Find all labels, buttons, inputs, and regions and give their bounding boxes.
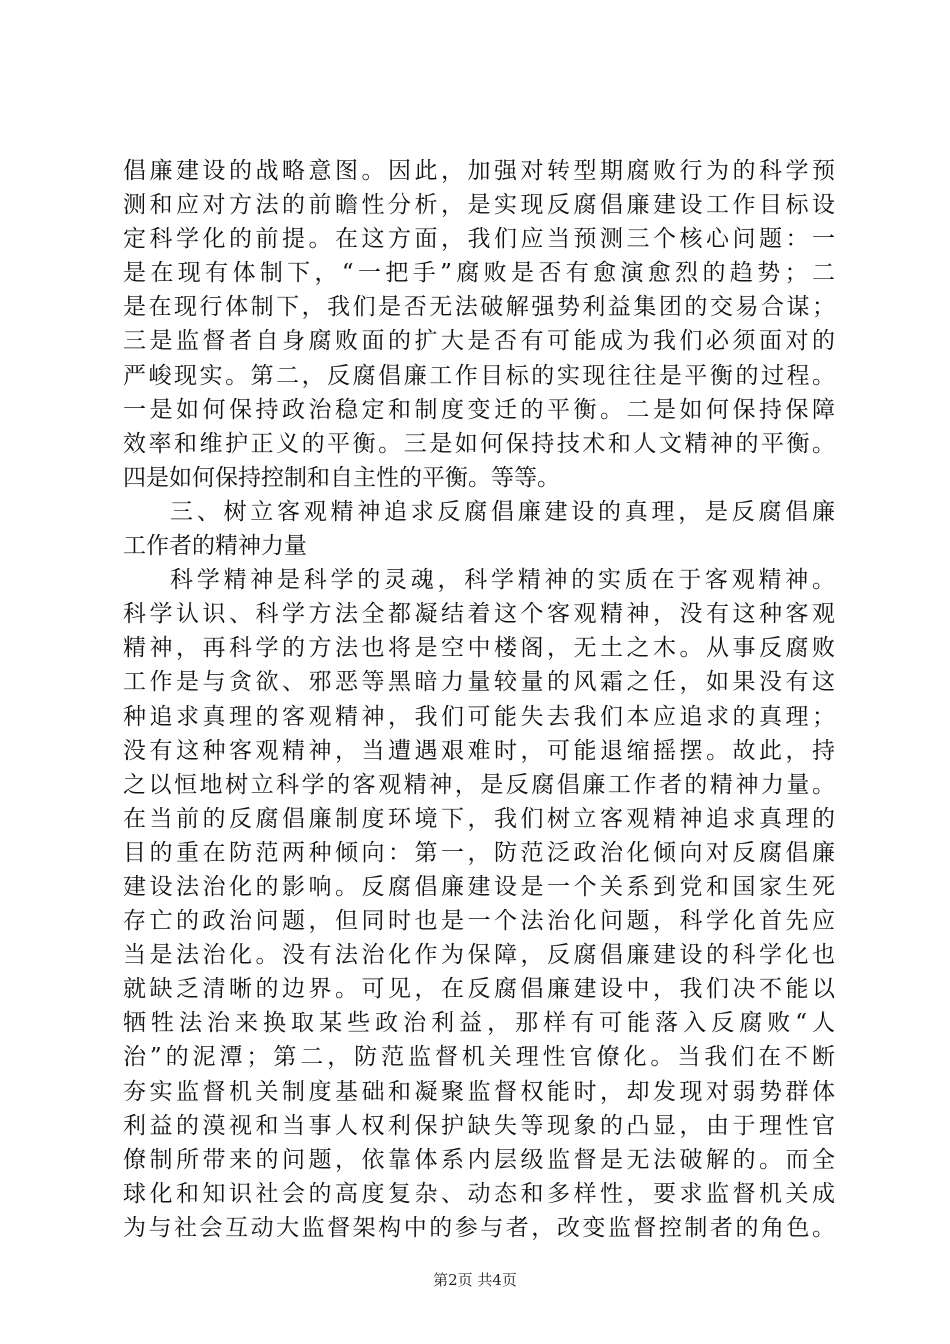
- text-line: 僚制所带来的问题，依靠体系内层级监督是无法破解的。而全: [123, 1146, 835, 1173]
- text-line: 工作者的精神力量: [123, 533, 307, 560]
- text-line: 当是法治化。没有法治化作为保障，反腐倡廉建设的科学化也: [123, 942, 835, 969]
- text-line: 球化和知识社会的高度复杂、动态和多样性，要求监督机关成: [123, 1180, 835, 1207]
- text-line: 效率和维护正义的平衡。三是如何保持技术和人文精神的平衡。: [123, 430, 835, 457]
- text-line: 是在现行体制下，我们是否无法破解强势利益集团的交易合谋；: [123, 294, 835, 321]
- text-line: 定科学化的前提。在这方面，我们应当预测三个核心问题：一: [123, 226, 835, 253]
- text-line: 没有这种客观精神，当遭遇艰难时，可能退缩摇摆。故此，持: [123, 737, 835, 764]
- text-line: 目的重在防范两种倾向：第一，防范泛政治化倾向对反腐倡廉: [123, 839, 835, 866]
- text-line: 一是如何保持政治稳定和制度变迁的平衡。二是如何保持保障: [123, 396, 835, 423]
- text-line: 为与社会互动大监督架构中的参与者，改变监督控制者的角色。: [123, 1214, 835, 1241]
- text-line: 工作是与贪欲、邪恶等黑暗力量较量的风霜之任，如果没有这: [123, 669, 835, 696]
- text-line: 存亡的政治问题，但同时也是一个法治化问题，科学化首先应: [123, 908, 835, 935]
- text-line: 科学精神是科学的灵魂，科学精神的实质在于客观精神。: [170, 567, 835, 594]
- text-line: 是在现有体制下，“一把手”腐败是否有愈演愈烈的趋势；二: [123, 260, 835, 287]
- text-line: 之以恒地树立科学的客观精神，是反腐倡廉工作者的精神力量。: [123, 771, 835, 798]
- text-line: 倡廉建设的战略意图。因此，加强对转型期腐败行为的科学预: [123, 158, 835, 184]
- text-line: 在当前的反腐倡廉制度环境下，我们树立客观精神追求真理的: [123, 805, 835, 832]
- text-line: 种追求真理的客观精神，我们可能失去我们本应追求的真理；: [123, 703, 835, 730]
- text-line: 牺牲法治来换取某些政治利益，那样有可能落入反腐败“人: [123, 1010, 835, 1037]
- text-line: 测和应对方法的前瞻性分析，是实现反腐倡廉建设工作目标设: [123, 192, 835, 219]
- text-line: 严峻现实。第二，反腐倡廉工作目标的实现往往是平衡的过程。: [123, 362, 835, 389]
- text-line: 利益的漠视和当事人权利保护缺失等现象的凸显，由于理性官: [123, 1112, 835, 1139]
- text-line: 夯实监督机关制度基础和凝聚监督权能时，却发现对弱势群体: [123, 1078, 835, 1105]
- body-text: [123, 154, 835, 1245]
- text-line: 三是监督者自身腐败面的扩大是否有可能成为我们必须面对的: [123, 328, 835, 355]
- text-line: 就缺乏清晰的边界。可见，在反腐倡廉建设中，我们决不能以: [123, 976, 835, 1003]
- text-line: 科学认识、科学方法全都凝结着这个客观精神，没有这种客观: [123, 601, 835, 628]
- text-line: 治”的泥潭；第二，防范监督机关理性官僚化。当我们在不断: [123, 1044, 835, 1071]
- text-line: 四是如何保持控制和自主性的平衡。等等。: [123, 464, 560, 491]
- text-line: 建设法治化的影响。反腐倡廉建设是一个关系到党和国家生死: [123, 873, 835, 900]
- text-line: 三、树立客观精神追求反腐倡廉建设的真理，是反腐倡廉: [170, 498, 835, 525]
- text-line: 精神，再科学的方法也将是空中楼阁，无土之木。从事反腐败: [123, 635, 835, 662]
- page-footer: 第2页 共4页: [433, 1271, 517, 1289]
